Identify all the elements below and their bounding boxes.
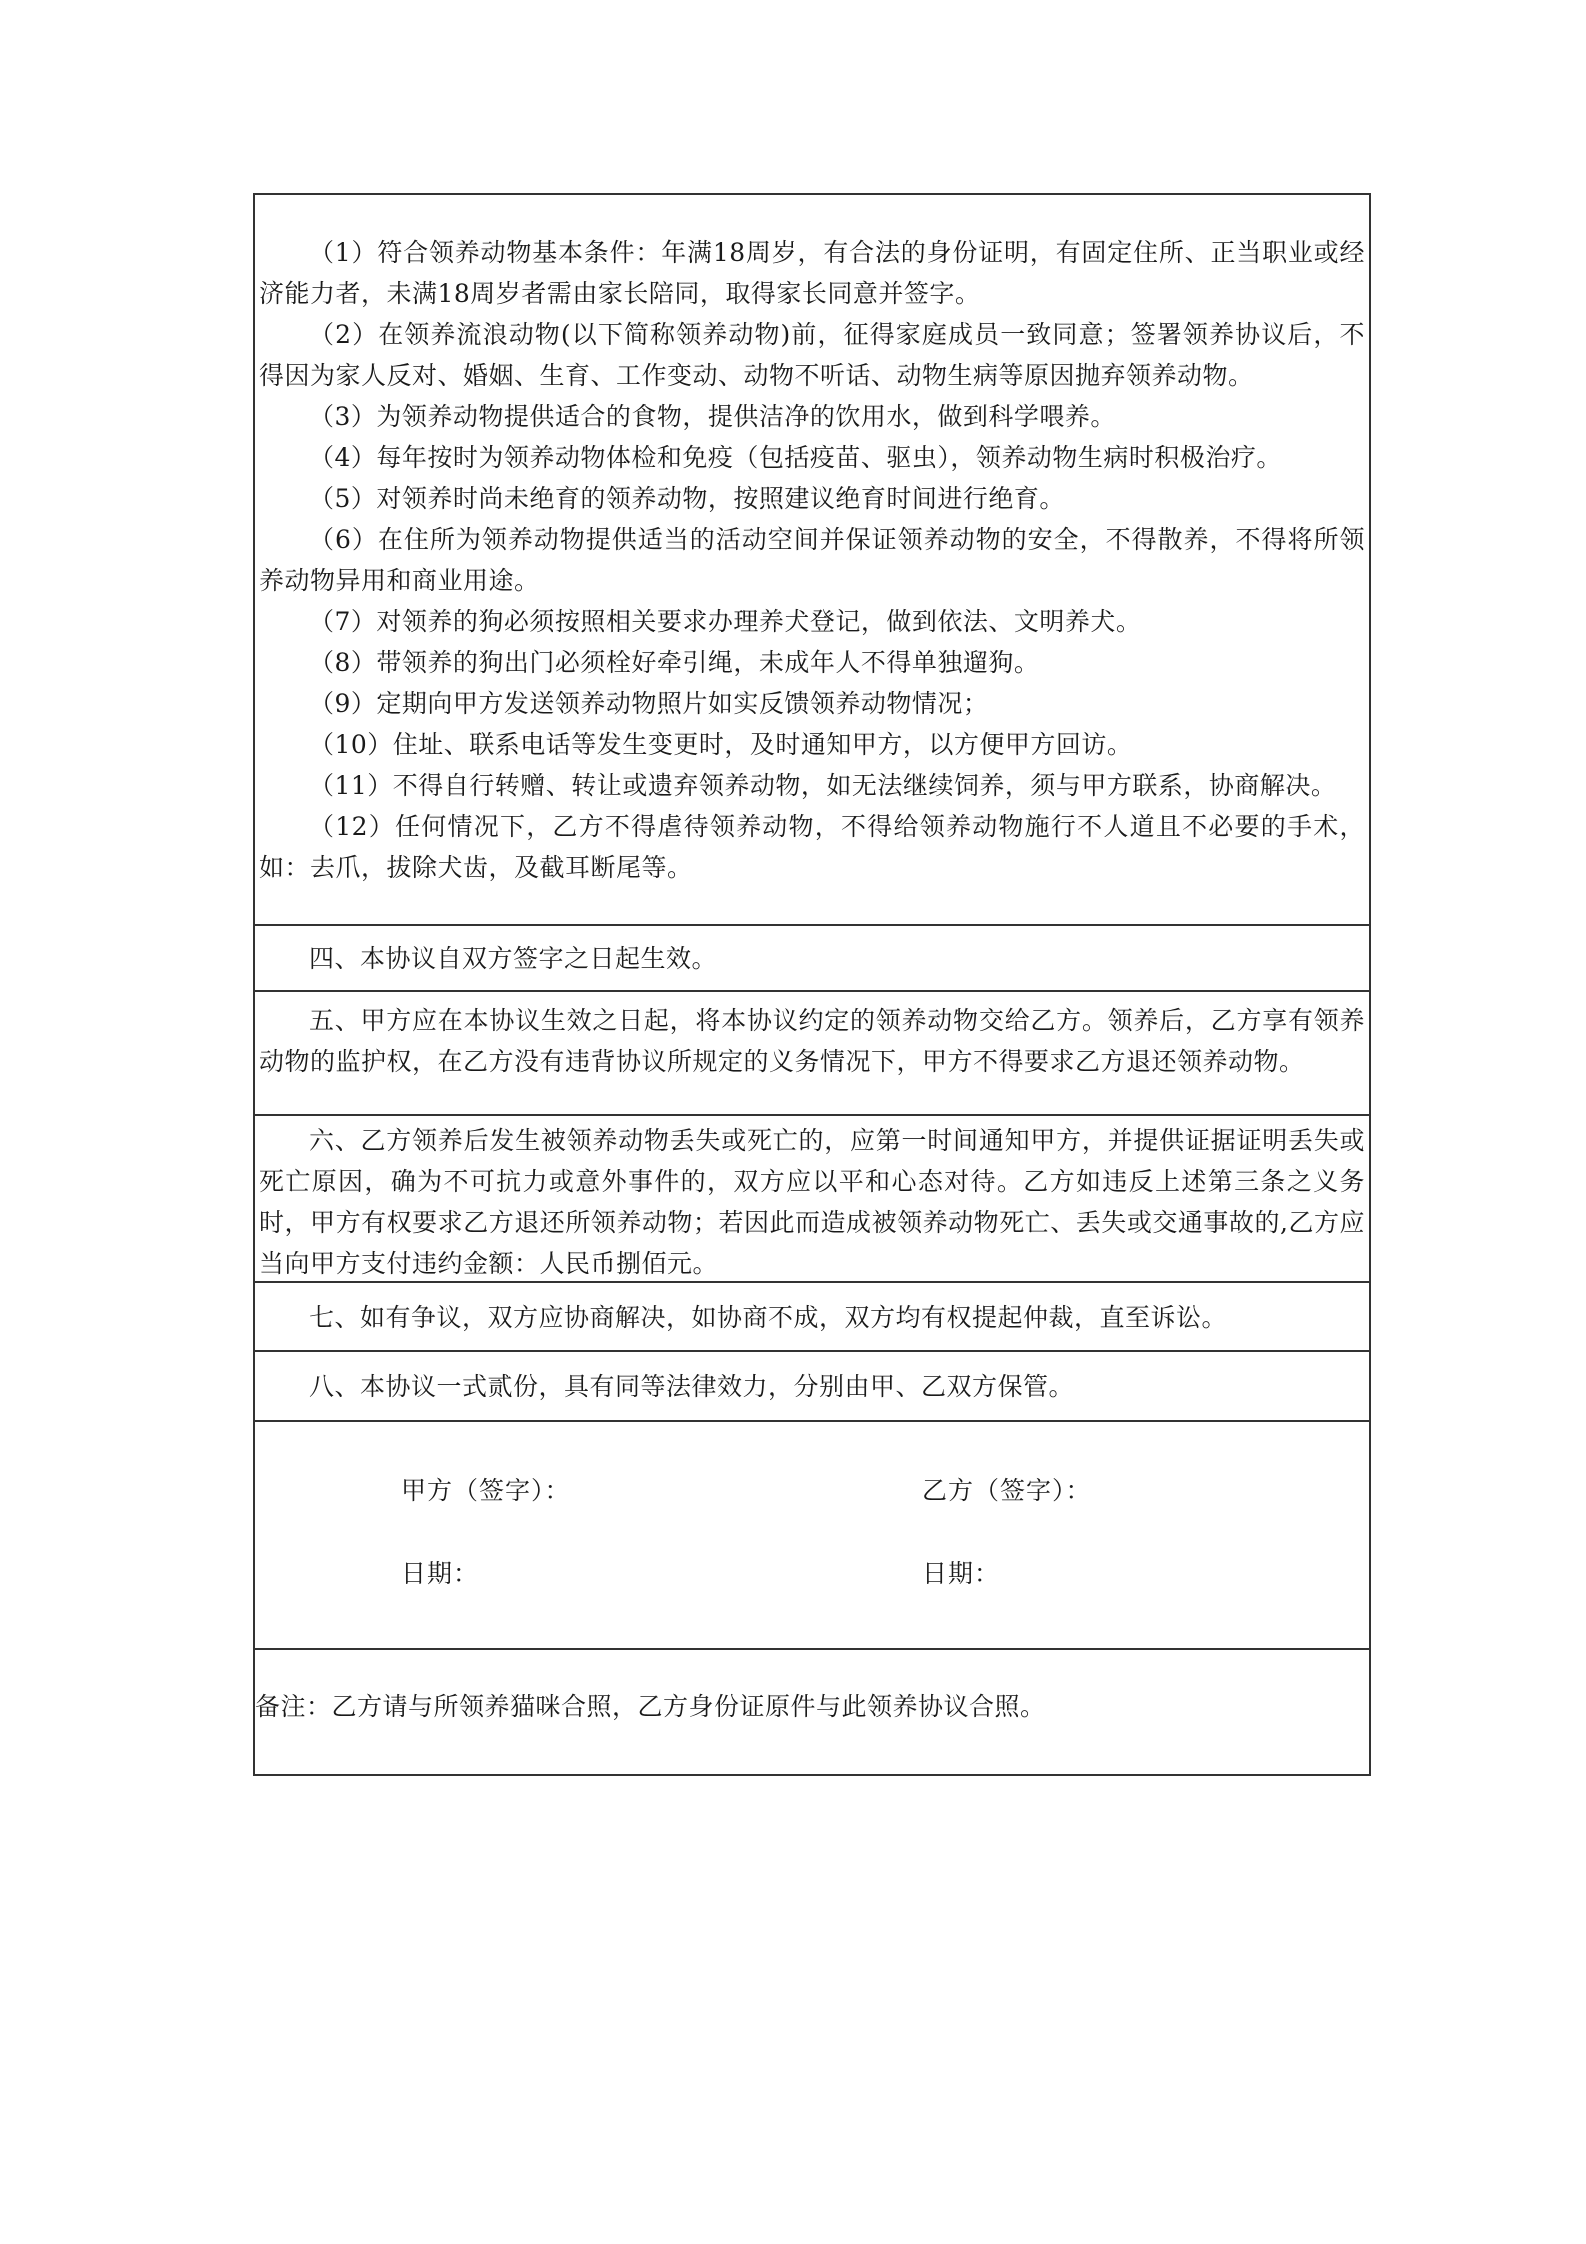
clause-5-text: 五、甲方应在本协议生效之日起，将本协议约定的领养动物交给乙方。领养后，乙方享有领养动物的监护权，在乙方没有违背协议所规定的义务情况下，甲方不得要求乙方退还领养动物。 <box>259 1006 1365 1076</box>
obligation-item-10: （10）住址、联系电话等发生变更时，及时通知甲方，以方便甲方回访。 <box>309 730 1133 759</box>
party-a-signature-label: 甲方（签字）： <box>401 1476 571 1505</box>
clause-4-text: 四、本协议自双方签字之日起生效。 <box>309 944 718 973</box>
obligation-item-3: （3）为领养动物提供适合的食物，提供洁净的饮用水，做到科学喂养。 <box>309 402 1116 431</box>
obligation-item-9: （9）定期向甲方发送领养动物照片如实反馈领养动物情况； <box>309 689 989 718</box>
obligation-item-12: （12）任何情况下，乙方不得虐待领养动物，不得给领养动物施行不人道且不必要的手术，如：去爪，拔除犬齿，及截耳断尾等。 <box>259 812 1365 882</box>
clause-5-cell <box>255 992 1369 1116</box>
party-b-signature-label: 乙方（签字）： <box>922 1476 1092 1505</box>
obligation-item-8: （8）带领养的狗出门必须栓好牵引绳，未成年人不得单独遛狗。 <box>309 648 1040 677</box>
obligation-item-5: （5）对领养时尚未绝育的领养动物，按照建议绝育时间进行绝育。 <box>309 484 1065 513</box>
clause-7-cell <box>255 1283 1369 1352</box>
obligation-item-4: （4）每年按时为领养动物体检和免疫（包括疫苗、驱虫），领养动物生病时积极治疗。 <box>309 443 1282 472</box>
agreement-table <box>253 193 1371 1776</box>
obligation-item-6: （6）在住所为领养动物提供适当的活动空间并保证领养动物的安全，不得散养，不得将所领养动物异用和商业用途。 <box>259 525 1365 595</box>
clause-6-text: 六、乙方领养后发生被领养动物丢失或死亡的，应第一时间通知甲方，并提供证据证明丢失或死亡原因，确为不可抗力或意外事件的，双方应以平和心态对待。乙方如违反上述第三条之义务时，甲方有权要求乙方退还所领养动物；若因此而造成被领养动物死亡、丢失或交通事故的,乙方应当向甲方支付违约金额：人民币捌佰元。 <box>259 1126 1365 1278</box>
obligations-cell <box>255 195 1369 926</box>
party-b-date-label: 日期： <box>922 1559 1001 1588</box>
remarks-text: 备注：乙方请与所领养猫咪合照，乙方身份证原件与此领养协议合照。 <box>255 1692 1046 1721</box>
remarks-cell <box>255 1650 1369 1774</box>
obligation-item-1: （1）符合领养动物基本条件：年满18周岁，有合法的身份证明，有固定住所、正当职业或经济能力者，未满18周岁者需由家长陪同，取得家长同意并签字。 <box>259 238 1365 308</box>
obligation-item-2: （2）在领养流浪动物(以下简称领养动物)前，征得家庭成员一致同意；签署领养协议后，不得因为家人反对、婚姻、生育、工作变动、动物不听话、动物生病等原因抛弃领养动物。 <box>259 320 1365 390</box>
party-a-date-label: 日期： <box>401 1559 480 1588</box>
signature-cell <box>255 1422 1369 1650</box>
clause-8-text: 八、本协议一式贰份，具有同等法律效力，分别由甲、乙双方保管。 <box>309 1372 1075 1401</box>
obligation-item-7: （7）对领养的狗必须按照相关要求办理养犬登记，做到依法、文明养犬。 <box>309 607 1142 636</box>
clause-8-cell <box>255 1352 1369 1422</box>
obligation-item-11: （11）不得自行转赠、转让或遗弃领养动物，如无法继续饲养，须与甲方联系，协商解决。 <box>309 771 1337 800</box>
clause-4-cell <box>255 926 1369 992</box>
clause-7-text: 七、如有争议，双方应协商解决，如协商不成，双方均有权提起仲裁，直至诉讼。 <box>309 1303 1228 1332</box>
clause-6-cell <box>255 1116 1369 1283</box>
